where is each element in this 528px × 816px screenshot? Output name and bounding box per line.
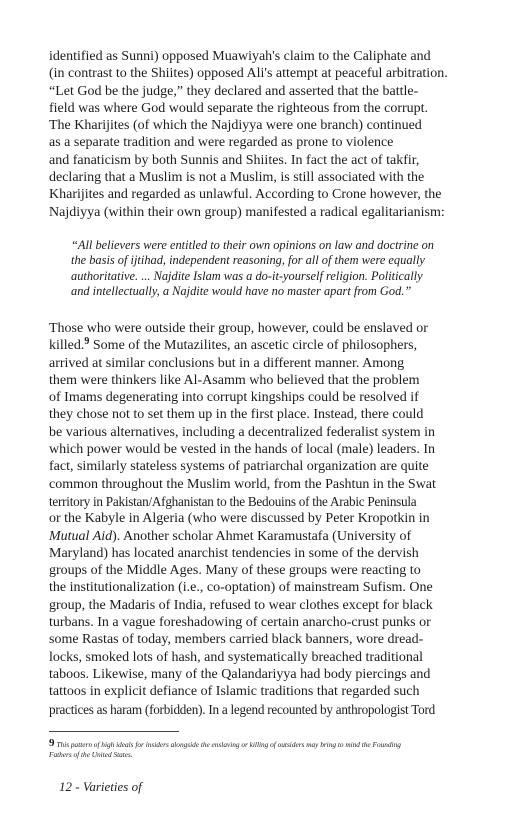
footnote	[49, 738, 489, 760]
text-line: them were thinkers like Al-Asamm who believed that the problem	[49, 372, 420, 388]
text-line	[49, 510, 487, 545]
book-title: Mutual Aid	[49, 528, 113, 544]
text-line: be various alternatives, including a decentralized federalist system in	[49, 424, 436, 440]
body-paragraph-1	[49, 48, 487, 221]
page-footer: 12 - Varieties of	[59, 779, 142, 794]
text-line	[49, 337, 487, 354]
text-line: turbans. In a vague foreshadowing of certain anarcho-crust punks or	[49, 615, 431, 631]
text-line: group, the Madaris of India, refused to wear clothes except for black	[49, 597, 433, 613]
text-line: Maryland) has located anarchist tendencies in some of the dervish	[49, 545, 419, 561]
block-quote	[71, 238, 481, 300]
text-line: Kharijites and regarded as unlawful. According to Crone however, the	[49, 187, 442, 203]
text-line: as a separate tradition and were regarded as prone to violence	[49, 135, 394, 151]
footnote-text: Fathers of the United States.	[49, 750, 133, 759]
footnote-reference[interactable]: 9	[84, 336, 90, 348]
text-line: identified as Sunni) opposed Muawiyah's claim to the Caliphate and	[49, 49, 431, 64]
text-line: Najdiyya (within their own group) manifested a radical egalitarianism:	[49, 204, 445, 220]
text-line: practices as haram (forbidden). In a legend recounted by anthropologist Tord	[49, 701, 435, 717]
text-line: locks, smoked lots of hash, and systematically breached traditional	[49, 649, 424, 665]
text-line: field was where God would separate the righteous from the corrupt.	[49, 100, 429, 116]
text-line: tattoos in explicit defiance of Islamic traditions that regarded such	[49, 684, 420, 700]
text-segment: or the Kabyle in Algeria (who were discussed by Peter Kropotkin in	[49, 511, 430, 527]
text-line: common throughout the Muslim world, from the Pashtun in the Swat	[49, 476, 436, 492]
text-line: (in contrast to the Shiites) opposed Ali's attempt at peaceful arbitration.	[49, 66, 448, 82]
text-line: territory in Pakistan/Afghanistan to the Bedouins of the Arabic Peninsula	[49, 493, 417, 509]
text-line: The Kharijites (of which the Najdiyya were one branch) continued	[49, 118, 422, 134]
text-line: of Imams degenerating into corrupt kingships could be resolved if	[49, 390, 419, 406]
text-line: declaring that a Muslim is not a Muslim, is still associated with the	[49, 170, 425, 186]
quote-line: authoritative. ... Najdite Islam was a do-it-yourself religion. Politically	[71, 268, 423, 283]
text-line: they chose not to set them up in the first place. Instead, there could	[49, 407, 424, 423]
text-line: arrived at similar conclusions but in a different manner. Among	[49, 355, 405, 371]
text-line: and fanaticism by both Sunnis and Shiites. In fact the act of takfir,	[49, 152, 420, 168]
text-line: “Let God be the judge,” they declared and asserted that the battle-	[49, 83, 419, 99]
text-line: fact, similarly stateless systems of patriarchal organization are quite	[49, 459, 429, 475]
text-segment: ). Another scholar Ahmet Karamustafa (University of	[112, 528, 412, 544]
body-paragraph-2	[49, 320, 487, 718]
text-line: the institutionalization (i.e., co-optation) of mainstream Sufism. One	[49, 580, 433, 596]
footnote-number: 9	[49, 737, 55, 749]
quote-line: the basis of ijtihad, independent reasoning, for all of them were equally	[71, 253, 425, 268]
quote-line: “All believers were entitled to their own opinions on law and doctrine on	[71, 238, 434, 252]
text-line: which power would be vested in the hands of local (male) leaders. In	[49, 442, 436, 458]
text-segment: Some of the Mutazilites, an ascetic circle of philosophers,	[89, 338, 418, 354]
text-line: groups of the Middle Ages. Many of these groups were reacting to	[49, 563, 421, 579]
text-line: Those who were outside their group, however, could be enslaved or	[49, 321, 428, 336]
text-line: some Rastas of today, members carried black banners, wore dread-	[49, 632, 424, 648]
footnote-divider	[49, 731, 179, 732]
text-line: taboos. Likewise, many of the Qalandariyya had body piercings and	[49, 666, 431, 682]
quote-line: and intellectually, a Najdite would have no master apart from God.”	[71, 284, 412, 299]
footnote-text: This pattern of high ideals for insiders alongside the enslaving or killing of outsiders may bring to mind the Founding	[56, 740, 401, 749]
text-segment: killed.	[49, 338, 85, 354]
